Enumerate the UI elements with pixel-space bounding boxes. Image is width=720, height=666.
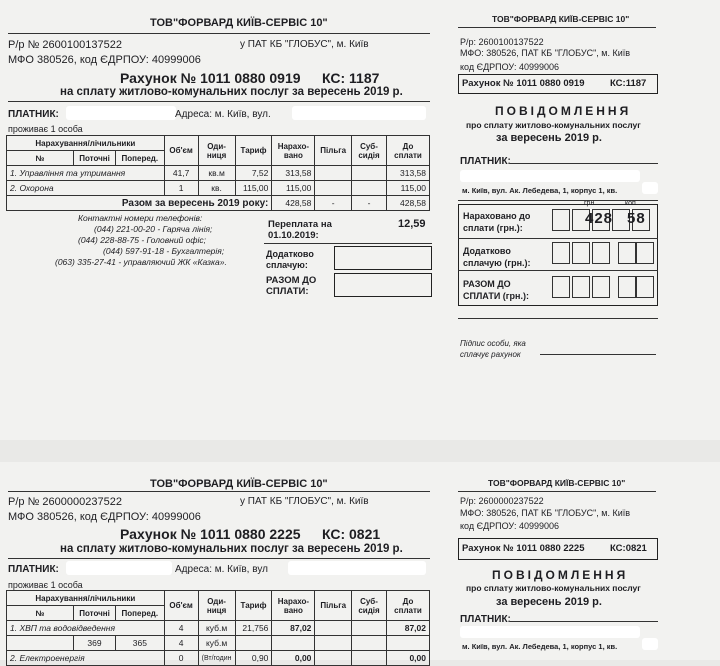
company-name: ТОВ"ФОРВАРД КИЇВ-СЕРВІС 10" <box>150 478 328 490</box>
th-unit: Оди-ниця <box>198 591 235 621</box>
notice-subtitle: про сплату житлово-комунальних послуг <box>466 120 641 130</box>
total-row: Разом за вересень 2019 року: 428,58 - - 428,58 <box>7 196 430 211</box>
th-to-pay: До сплати <box>387 136 430 166</box>
residents: проживає 1 особа <box>8 124 83 134</box>
overpay-value: 12,59 <box>398 218 426 230</box>
redacted-flat <box>642 638 658 650</box>
contact-line: (044) 221-00-20 - Гаряча лінія; <box>94 224 213 234</box>
signature-label: Підпис особи, яка сплачує рахунок <box>460 339 526 359</box>
th-current: Поточні <box>74 151 116 166</box>
extra-grn-cell[interactable] <box>592 242 610 264</box>
contact-line: (044) 597-91-18 - Бухгалтерія; <box>103 246 225 256</box>
notice-edrpou: код ЄДРПОУ: 40999006 <box>460 521 559 531</box>
th-no: № <box>7 151 74 166</box>
th-previous: Поперед. <box>116 151 165 166</box>
mfo-code: МФО 380526, код ЄДРПОУ: 40999006 <box>8 511 201 523</box>
notice-edrpou: код ЄДРПОУ: 40999006 <box>460 62 559 72</box>
due-kop-cell[interactable] <box>636 276 654 298</box>
extra-grn-cell[interactable] <box>572 242 590 264</box>
notice-invoice-number: Рахунок № 1011 0880 0919 <box>462 78 585 89</box>
th-accrued: Нарахо-вано <box>272 591 315 621</box>
total-due-field[interactable] <box>334 273 432 297</box>
notice-title: ПОВІДОМЛЕННЯ <box>495 104 632 118</box>
invoice-purpose: на сплату житлово-комунальних послуг за вересень 2019 р. <box>60 543 403 555</box>
ks-code: КС: 0821 <box>322 526 381 542</box>
th-volume: Об'єм <box>164 591 198 621</box>
extra-pay-label: Додатково сплачую: <box>266 249 314 270</box>
notice-subtitle: про сплату житлово-комунальних послуг <box>466 583 641 593</box>
redacted-address <box>288 561 426 575</box>
due-grn-cell[interactable] <box>552 276 570 298</box>
notice-company: ТОВ"ФОРВАРД КИЇВ-СЕРВІС 10" <box>492 14 630 24</box>
redacted-notice-payer <box>460 170 640 182</box>
redacted-address <box>292 106 426 120</box>
table-row: 2. Електроенергія 0 (Вт/годин 0,90 0,00 0,00 <box>7 651 430 666</box>
th-accrued: Нарахо-вано <box>272 136 315 166</box>
th-subsidy: Суб-сидія <box>352 136 387 166</box>
table-row: 1. Управління та утримання 41,7 кв.м 7,52 313,58 313,58 <box>7 166 430 181</box>
th-subsidy: Суб-сидія <box>352 591 387 621</box>
payer-label: ПЛАТНИК: <box>8 564 59 575</box>
th-volume: Об'єм <box>164 136 198 166</box>
contact-line: (044) 228-88-75 - Головний офіс; <box>78 235 206 245</box>
th-to-pay: До сплати <box>387 591 430 621</box>
bank-name: у ПАТ КБ "ГЛОБУС", м. Київ <box>240 496 369 507</box>
payer-label: ПЛАТНИК: <box>8 109 59 120</box>
ks-code: КС: 1187 <box>322 70 380 86</box>
accrued-kop: 58 <box>627 210 646 227</box>
th-tariff: Тариф <box>235 136 272 166</box>
company-name: ТОВ"ФОРВАРД КИЇВ-СЕРВІС 10" <box>150 17 328 29</box>
accrued-label: Нараховано до сплати (грн.): <box>463 211 531 233</box>
account-number: Р/р № 2600000237522 <box>8 496 122 508</box>
th-unit: Оди-ниця <box>198 136 235 166</box>
meter-row: 369 365 4 куб.м <box>7 636 430 651</box>
notice-address: м. Київ, вул. Ак. Лебедева, 1, корпус 1, кв. <box>462 642 618 651</box>
account-number: Р/р № 2600100137522 <box>8 39 122 51</box>
total-due-label: РАЗОМ ДО СПЛАТИ: <box>266 275 317 297</box>
address-label: Адреса: м. Київ, вул. <box>175 109 271 120</box>
redacted-flat <box>642 182 658 194</box>
extra-grn-cell[interactable] <box>552 242 570 264</box>
extra-kop-cell[interactable] <box>618 242 636 264</box>
contact-line: (063) 335-27-41 - управляючий ЖК «Казка». <box>55 257 227 267</box>
th-tariff: Тариф <box>235 591 272 621</box>
th-current: Поточні <box>74 606 116 621</box>
invoice-number: Рахунок № 1011 0880 0919 <box>120 70 301 86</box>
notice-account: Р/р: 2600000237522 <box>460 496 544 506</box>
notice-ks: КС:1187 <box>610 78 647 89</box>
charges-table <box>6 590 430 666</box>
extra-pay-field[interactable] <box>334 246 432 270</box>
address-label: Адреса: м. Київ, вул <box>175 564 268 575</box>
overpay-label: Переплата на 01.10.2019: <box>268 219 332 241</box>
th-benefit: Пільга <box>315 591 352 621</box>
notice-period: за вересень 2019 р. <box>496 132 602 144</box>
table-row: 1. ХВП та водовідведення 4 куб.м 21,756 87,02 87,02 <box>7 621 430 636</box>
grn-label: грн. <box>584 200 597 207</box>
notice-invoice-number: Рахунок № 1011 0880 2225 <box>462 543 585 554</box>
notice-ks: КС:0821 <box>610 543 647 554</box>
th-previous: Поперед. <box>116 606 165 621</box>
invoice-purpose: на сплату житлово-комунальних послуг за вересень 2019 р. <box>60 86 403 98</box>
residents: проживає 1 особа <box>8 580 83 590</box>
notice-extra-label: Додатково сплачую (грн.): <box>463 246 531 268</box>
table-row: 2. Охорона 1 кв. 115,00 115,00 115,00 <box>7 181 430 196</box>
due-kop-cell[interactable] <box>618 276 636 298</box>
notice-due-label: РАЗОМ ДО СПЛАТИ (грн.): <box>463 279 529 301</box>
extra-kop-cell[interactable] <box>636 242 654 264</box>
th-group: Нарахування/лічильники <box>7 136 165 151</box>
notice-account: Р/р: 2600100137522 <box>460 37 544 47</box>
redacted-notice-payer <box>460 626 640 638</box>
signature-line[interactable] <box>540 354 656 355</box>
notice-title: ПОВІДОМЛЕННЯ <box>492 568 629 582</box>
notice-period: за вересень 2019 р. <box>496 596 602 608</box>
th-benefit: Пільга <box>315 136 352 166</box>
redacted-payer <box>66 561 172 575</box>
due-grn-cell[interactable] <box>592 276 610 298</box>
bank-name: у ПАТ КБ "ГЛОБУС", м. Київ <box>240 39 369 50</box>
th-no: № <box>7 606 74 621</box>
notice-payer-label: ПЛАТНИК: <box>460 614 511 625</box>
kop-label: коп. <box>625 200 638 207</box>
notice-payer-label: ПЛАТНИК: <box>460 156 511 167</box>
th-group: Нарахування/лічильники <box>7 591 165 606</box>
notice-mfo-bank: МФО: 380526, ПАТ КБ "ГЛОБУС", м. Київ <box>460 508 631 518</box>
due-grn-cell[interactable] <box>572 276 590 298</box>
charges-table <box>6 135 430 211</box>
notice-mfo-bank: МФО: 380526, ПАТ КБ "ГЛОБУС", м. Київ <box>460 48 631 58</box>
mfo-code: МФО 380526, код ЄДРПОУ: 40999006 <box>8 54 201 66</box>
redacted-payer <box>66 106 176 120</box>
notice-address: м. Київ, вул. Ак. Лебедева, 1, корпус 1, кв. <box>462 186 618 195</box>
contacts-title: Контактні номери телефонів: <box>78 213 203 223</box>
accrued-grn: 428 <box>585 210 614 227</box>
invoice-number: Рахунок № 1011 0880 2225 <box>120 526 301 542</box>
notice-company: ТОВ"ФОРВАРД КИЇВ-СЕРВІС 10" <box>488 478 626 488</box>
